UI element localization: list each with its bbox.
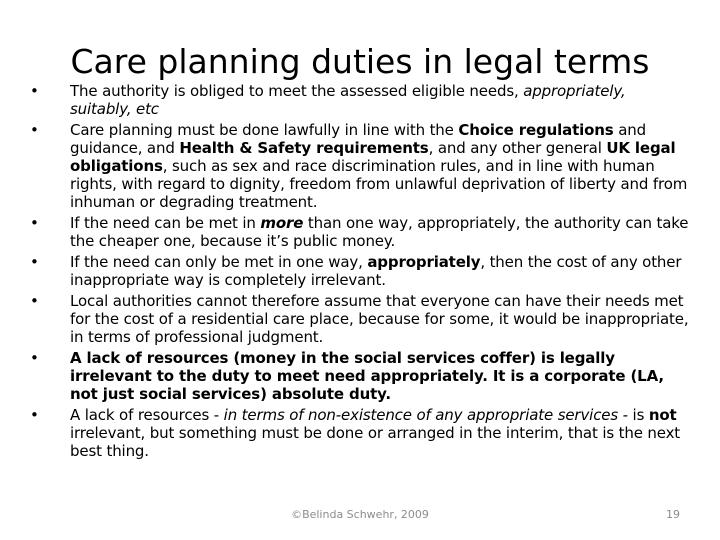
bullet-list bbox=[30, 82, 690, 463]
bullet-text: irrelevant, but something must be done or arranged in the interim, that is the next best thing. bbox=[70, 424, 681, 460]
bullet-item bbox=[30, 253, 690, 289]
bullet-dot-icon: • bbox=[30, 292, 39, 310]
bullet-dot-icon: • bbox=[30, 121, 39, 139]
footer-copyright: ©Belinda Schwehr, 2009 bbox=[291, 508, 429, 521]
bullet-item bbox=[30, 121, 690, 211]
bullet-item bbox=[30, 214, 690, 250]
bullet-text: , and any other general bbox=[428, 139, 607, 157]
bullet-text: If the need can be met in bbox=[70, 214, 261, 232]
page-number: 19 bbox=[666, 508, 680, 521]
bullet-dot-icon: • bbox=[30, 253, 39, 271]
bullet-text: Health & Safety requirements bbox=[179, 139, 429, 157]
bullet-item bbox=[30, 82, 690, 118]
bullet-text: appropriately, suitably, etc bbox=[70, 82, 626, 118]
bullet-item bbox=[30, 349, 690, 403]
bullet-item bbox=[30, 406, 690, 460]
bullet-text: UK legal obligations bbox=[70, 139, 676, 175]
bullet-text: appropriately bbox=[367, 253, 481, 271]
slide-title: Care planning duties in legal terms bbox=[70, 42, 650, 82]
bullet-dot-icon: • bbox=[30, 406, 39, 424]
bullet-text: Local authorities cannot therefore assume that everyone can have their needs met for the cost of a residential care place, because for some, it would be inappropriate, in terms of professional judgment. bbox=[70, 292, 689, 346]
bullet-text: , then the cost of any other inappropriate way is completely irrelevant. bbox=[70, 253, 682, 289]
bullet-dot-icon: • bbox=[30, 214, 39, 232]
bullet-text: A lack of resources (money in the social services coffer) is legally irrelevant to the duty to meet need appropriately. It is a corporate (LA, not just social services) absolute duty. bbox=[70, 349, 664, 403]
bullet-text: If the need can only be met in one way, bbox=[70, 253, 368, 271]
bullet-text: than one way, appropriately, the authority can take the cheaper one, because it’s public money. bbox=[70, 214, 689, 250]
bullet-text: is bbox=[632, 406, 649, 424]
bullet-text: The authority is obliged to meet the assessed eligible needs, bbox=[70, 82, 524, 100]
bullet-text: in terms of non-existence of any appropriate services - bbox=[223, 406, 633, 424]
bullet-text: Care planning must be done lawfully in line with the bbox=[70, 121, 459, 139]
bullet-text: Choice regulations bbox=[458, 121, 614, 139]
bullet-text: not bbox=[648, 406, 677, 424]
bullet-text: , such as sex and race discrimination rules, and in line with human rights, with regard to dignity, freedom from unlawful deprivation of liberty and from inhuman or degrading treatment. bbox=[70, 157, 688, 211]
bullet-item bbox=[30, 292, 690, 346]
bullet-text: A lack of resources - bbox=[70, 406, 224, 424]
bullet-text: and guidance, and bbox=[70, 121, 646, 157]
bullet-dot-icon: • bbox=[30, 82, 39, 100]
bullet-dot-icon: • bbox=[30, 349, 39, 367]
bullet-text: more bbox=[260, 214, 304, 232]
